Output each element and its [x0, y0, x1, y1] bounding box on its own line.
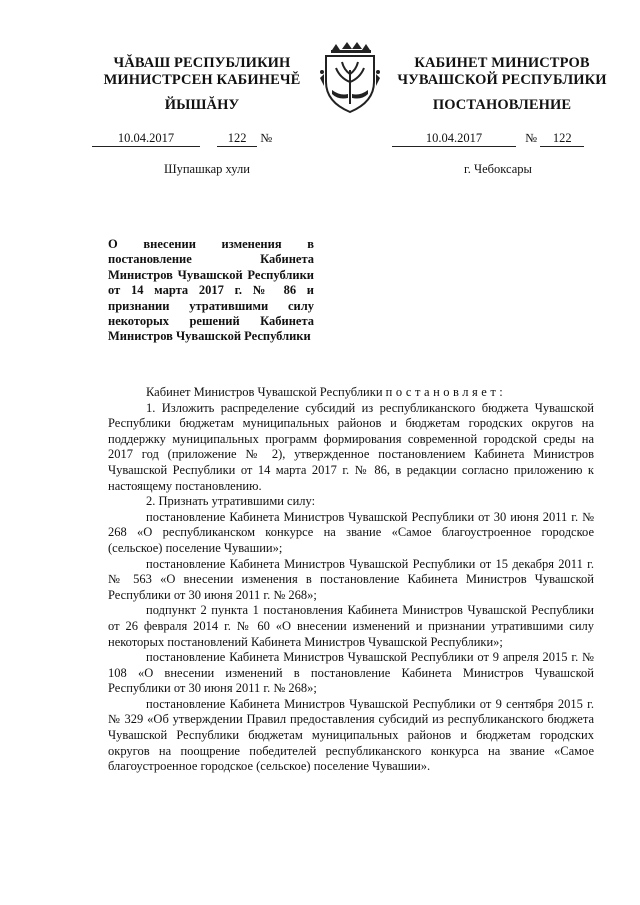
right-date: 10.04.2017	[392, 131, 516, 147]
left-place: Шупашкар хули	[164, 162, 250, 176]
body-paragraph: 1. Изложить распределение субсидий из республиканского бюджета Чувашской Республики бюджетам муниципальных районов и бюджетам городских округов на поддержку муниципальных программ формирования современной городской среды на 2017 год (приложение № 2), утвержденное постановлением Кабинета Министров Чувашской Республики от 14 марта 2017 г. № 86, в редакции согласно приложению к настоящему постановлению.	[108, 400, 594, 493]
intro-prefix: Кабинет Министров Чувашской Республики	[146, 385, 383, 399]
intro-paragraph	[108, 385, 594, 401]
right-date-number-line	[392, 131, 584, 147]
body-paragraph: постановление Кабинета Министров Чувашской Республики от 30 июня 2011 г. № 268 «О республиканском конкурсе на звание «Самое благоустроенное городское (сельское) поселение Чувашии»;	[108, 509, 594, 555]
document-title: О внесении изменения в постановление Кабинета Министров Чувашской Республики от 14 марта 2017 г. № 86 и признании утратившими силу некоторых решений Кабинета Министров Чувашской Республики	[108, 237, 314, 344]
left-number-sign: №	[260, 131, 273, 145]
body-paragraph: постановление Кабинета Министров Чувашской Республики от 9 сентября 2015 г. № 329 «Об утверждении Правил предоставления субсидий из республиканского бюджета Чувашской Республики бюджетам муниципальных районов и бюджетам городских округов на поощрение победителей республиканского конкурса на звание «Самое благоустроенное городское (сельское) поселение Чувашии».	[108, 696, 594, 774]
body-paragraph: 2. Признать утратившими силу:	[146, 494, 316, 509]
right-number: 122	[540, 131, 584, 147]
right-org-line1: КАБИНЕТ МИНИСТРОВ	[414, 55, 590, 71]
left-doc-type: ЙЫШĂНУ	[164, 97, 240, 113]
left-date-number-line	[92, 131, 272, 147]
right-number-sign: №	[525, 131, 538, 145]
left-org-line2: МИНИСТРСЕН КАБИНЕЧĔ	[103, 72, 301, 88]
right-doc-type: ПОСТАНОВЛЕНИЕ	[432, 97, 572, 113]
intro-decree-word: постановляет:	[385, 385, 507, 399]
document-body	[108, 385, 594, 775]
body-paragraph: постановление Кабинета Министров Чувашской Республики от 9 апреля 2015 г. № 108 «О внесении изменений в постановление Кабинета Министров Чувашской Республики от 30 июня 2011 г. № 268»;	[108, 650, 594, 696]
right-place: г. Чебоксары	[464, 162, 532, 176]
left-date: 10.04.2017	[92, 131, 200, 147]
left-org-name	[92, 55, 312, 89]
left-org-line1: ЧĂВАШ РЕСПУБЛИКИН	[113, 55, 291, 71]
right-org-line2: ЧУВАШСКОЙ РЕСПУБЛИКИ	[397, 72, 607, 88]
left-number: 122	[217, 131, 257, 147]
chuvash-coat-of-arms-icon	[318, 42, 382, 114]
body-paragraph: постановление Кабинета Министров Чувашской Республики от 15 декабря 2011 г. № 563 «О внесении изменения в постановление Кабинета Министров Чувашской Республики от 30 июня 2011 г. № 268»;	[108, 556, 594, 602]
right-org-name	[386, 55, 618, 89]
body-paragraph: подпункт 2 пункта 1 постановления Кабинета Министров Чувашской Республики от 26 февраля 2014 г. № 60 «О внесении изменений и признании утратившими силу некоторых постановлений Кабинета Министров Чувашской Республики»;	[108, 603, 594, 649]
